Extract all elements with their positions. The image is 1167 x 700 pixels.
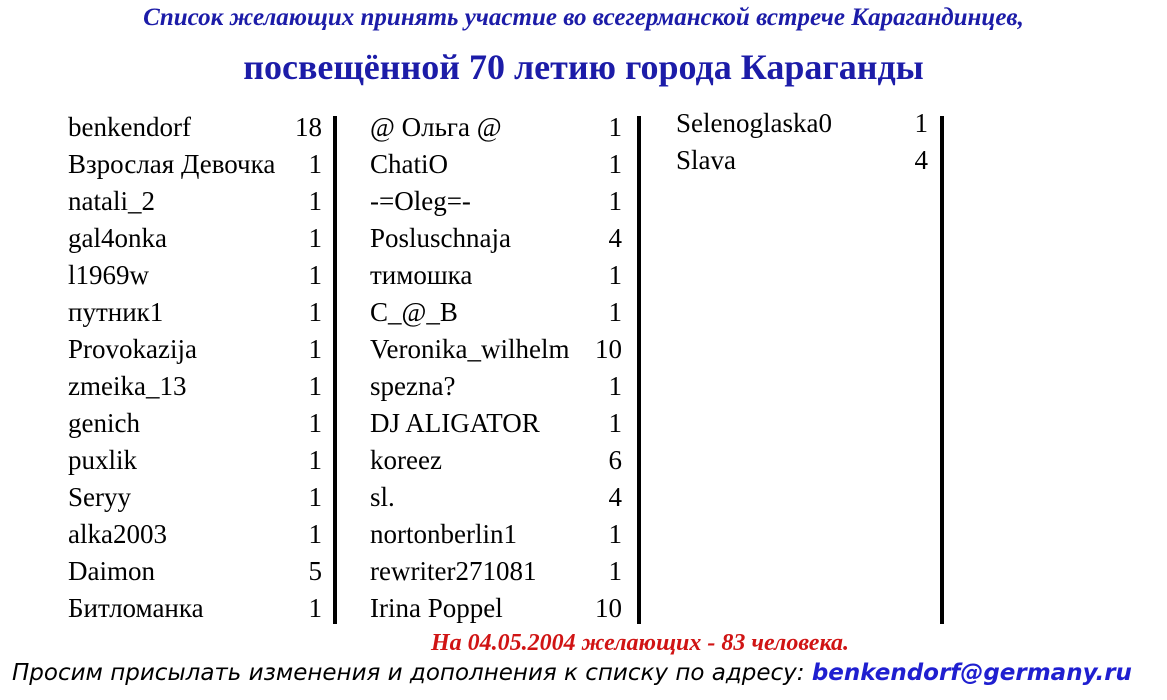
participant-name: @ Ольга @ [370, 112, 502, 142]
participant-total: На 04.05.2004 желающих - 83 человека. [430, 630, 850, 656]
list-item [68, 556, 322, 593]
column-divider [940, 116, 944, 624]
participant-count: 1 [608, 149, 622, 179]
participant-count: 1 [308, 297, 322, 327]
list-item [68, 519, 322, 556]
list-item [370, 112, 622, 149]
participant-count: 1 [914, 108, 928, 138]
list-item [68, 112, 322, 149]
list-item [370, 371, 622, 408]
list-item [68, 260, 322, 297]
list-item [68, 593, 322, 630]
participant-name: puxlik [68, 445, 138, 475]
list-item [370, 223, 622, 260]
list-item [370, 186, 622, 223]
participant-count: 1 [608, 408, 622, 438]
participant-name: nortonberlin1 [370, 519, 517, 549]
participant-name: Selenoglaska0 [676, 108, 832, 138]
participant-count: 1 [308, 334, 322, 364]
participant-name: koreez [370, 445, 442, 475]
participant-count: 1 [608, 556, 622, 586]
participant-name: Взрослая Девочка [68, 149, 276, 179]
participant-count: 1 [308, 149, 322, 179]
list-item [68, 371, 322, 408]
participant-name: Posluschnaja [370, 223, 511, 253]
title-bold-text: Карагандинцев, [851, 4, 1024, 31]
list-item [370, 482, 622, 519]
participant-name: genich [68, 408, 140, 438]
participant-name: C_@_B [370, 297, 458, 327]
participant-count: 1 [308, 186, 322, 216]
participant-name: alka2003 [68, 519, 167, 549]
list-item [370, 593, 622, 630]
list-item [370, 334, 622, 371]
list-item [370, 445, 622, 482]
participant-count: 1 [308, 519, 322, 549]
list-item [676, 108, 928, 145]
participant-name: natali_2 [68, 186, 155, 216]
footer-note [12, 660, 1132, 686]
participant-count: 10 [595, 593, 622, 623]
participant-count: 1 [308, 408, 322, 438]
list-item [68, 408, 322, 445]
list-item [370, 556, 622, 593]
participant-count: 1 [308, 445, 322, 475]
participant-count: 1 [308, 223, 322, 253]
participant-count: 1 [608, 519, 622, 549]
list-subtitle: посвещённой 70 летию города Караганды [243, 47, 924, 87]
participant-name: ChatiO [370, 149, 448, 179]
list-item [68, 223, 322, 260]
participant-name: rewriter271081 [370, 556, 537, 586]
participant-name: Veronika_wilhelm [370, 334, 570, 364]
participant-name: DJ ALIGATOR [370, 408, 540, 438]
participant-count: 1 [608, 297, 622, 327]
contact-email-link[interactable]: benkendorf@germany.ru [811, 660, 1132, 686]
participant-name: gal4onka [68, 223, 167, 253]
participants-column-3 [676, 108, 928, 182]
list-item [68, 297, 322, 334]
participant-name: Irina Poppel [370, 593, 503, 623]
participant-name: benkendorf [68, 112, 191, 142]
list-item [370, 149, 622, 186]
participant-count: 1 [608, 186, 622, 216]
participant-count: 5 [308, 556, 322, 586]
list-title [0, 4, 1167, 32]
list-item [68, 445, 322, 482]
participant-count: 10 [595, 334, 622, 364]
participant-count: 1 [608, 260, 622, 290]
participant-name: Slava [676, 145, 736, 175]
participant-name: l1969w [68, 260, 149, 290]
participant-count: 4 [914, 145, 928, 175]
list-item [370, 260, 622, 297]
participant-count: 4 [608, 223, 622, 253]
participant-name: Daimon [68, 556, 155, 586]
participants-column-2 [370, 112, 622, 630]
list-item [370, 519, 622, 556]
participant-count: 1 [308, 593, 322, 623]
footer-text: Просим присылать изменения и дополнения к списку по адресу: [12, 660, 812, 686]
participant-count: 4 [608, 482, 622, 512]
participant-count: 1 [608, 371, 622, 401]
participant-name: путник1 [68, 297, 164, 327]
participant-count: 1 [308, 371, 322, 401]
participant-name: тимошка [370, 260, 473, 290]
column-divider [333, 116, 337, 624]
participant-name: sl. [370, 482, 395, 512]
list-item [68, 482, 322, 519]
list-item [68, 334, 322, 371]
participant-name: Provokazija [68, 334, 197, 364]
participant-name: Битломанка [68, 593, 204, 623]
title-text: Список желающих принять участие во всегерманской встрече [143, 4, 852, 31]
list-item [370, 297, 622, 334]
participant-name: zmeika_13 [68, 371, 187, 401]
participant-count: 1 [308, 260, 322, 290]
participant-name: -=Oleg=- [370, 186, 471, 216]
list-item [68, 186, 322, 223]
participant-name: Seryy [68, 482, 131, 512]
participant-name: spezna? [370, 371, 456, 401]
list-item [676, 145, 928, 182]
column-divider [637, 116, 641, 624]
participants-column-1 [68, 112, 322, 630]
list-item [68, 149, 322, 186]
participant-count: 1 [308, 482, 322, 512]
participant-count: 18 [295, 112, 322, 142]
list-item [370, 408, 622, 445]
participant-count: 6 [608, 445, 622, 475]
participant-count: 1 [608, 112, 622, 142]
